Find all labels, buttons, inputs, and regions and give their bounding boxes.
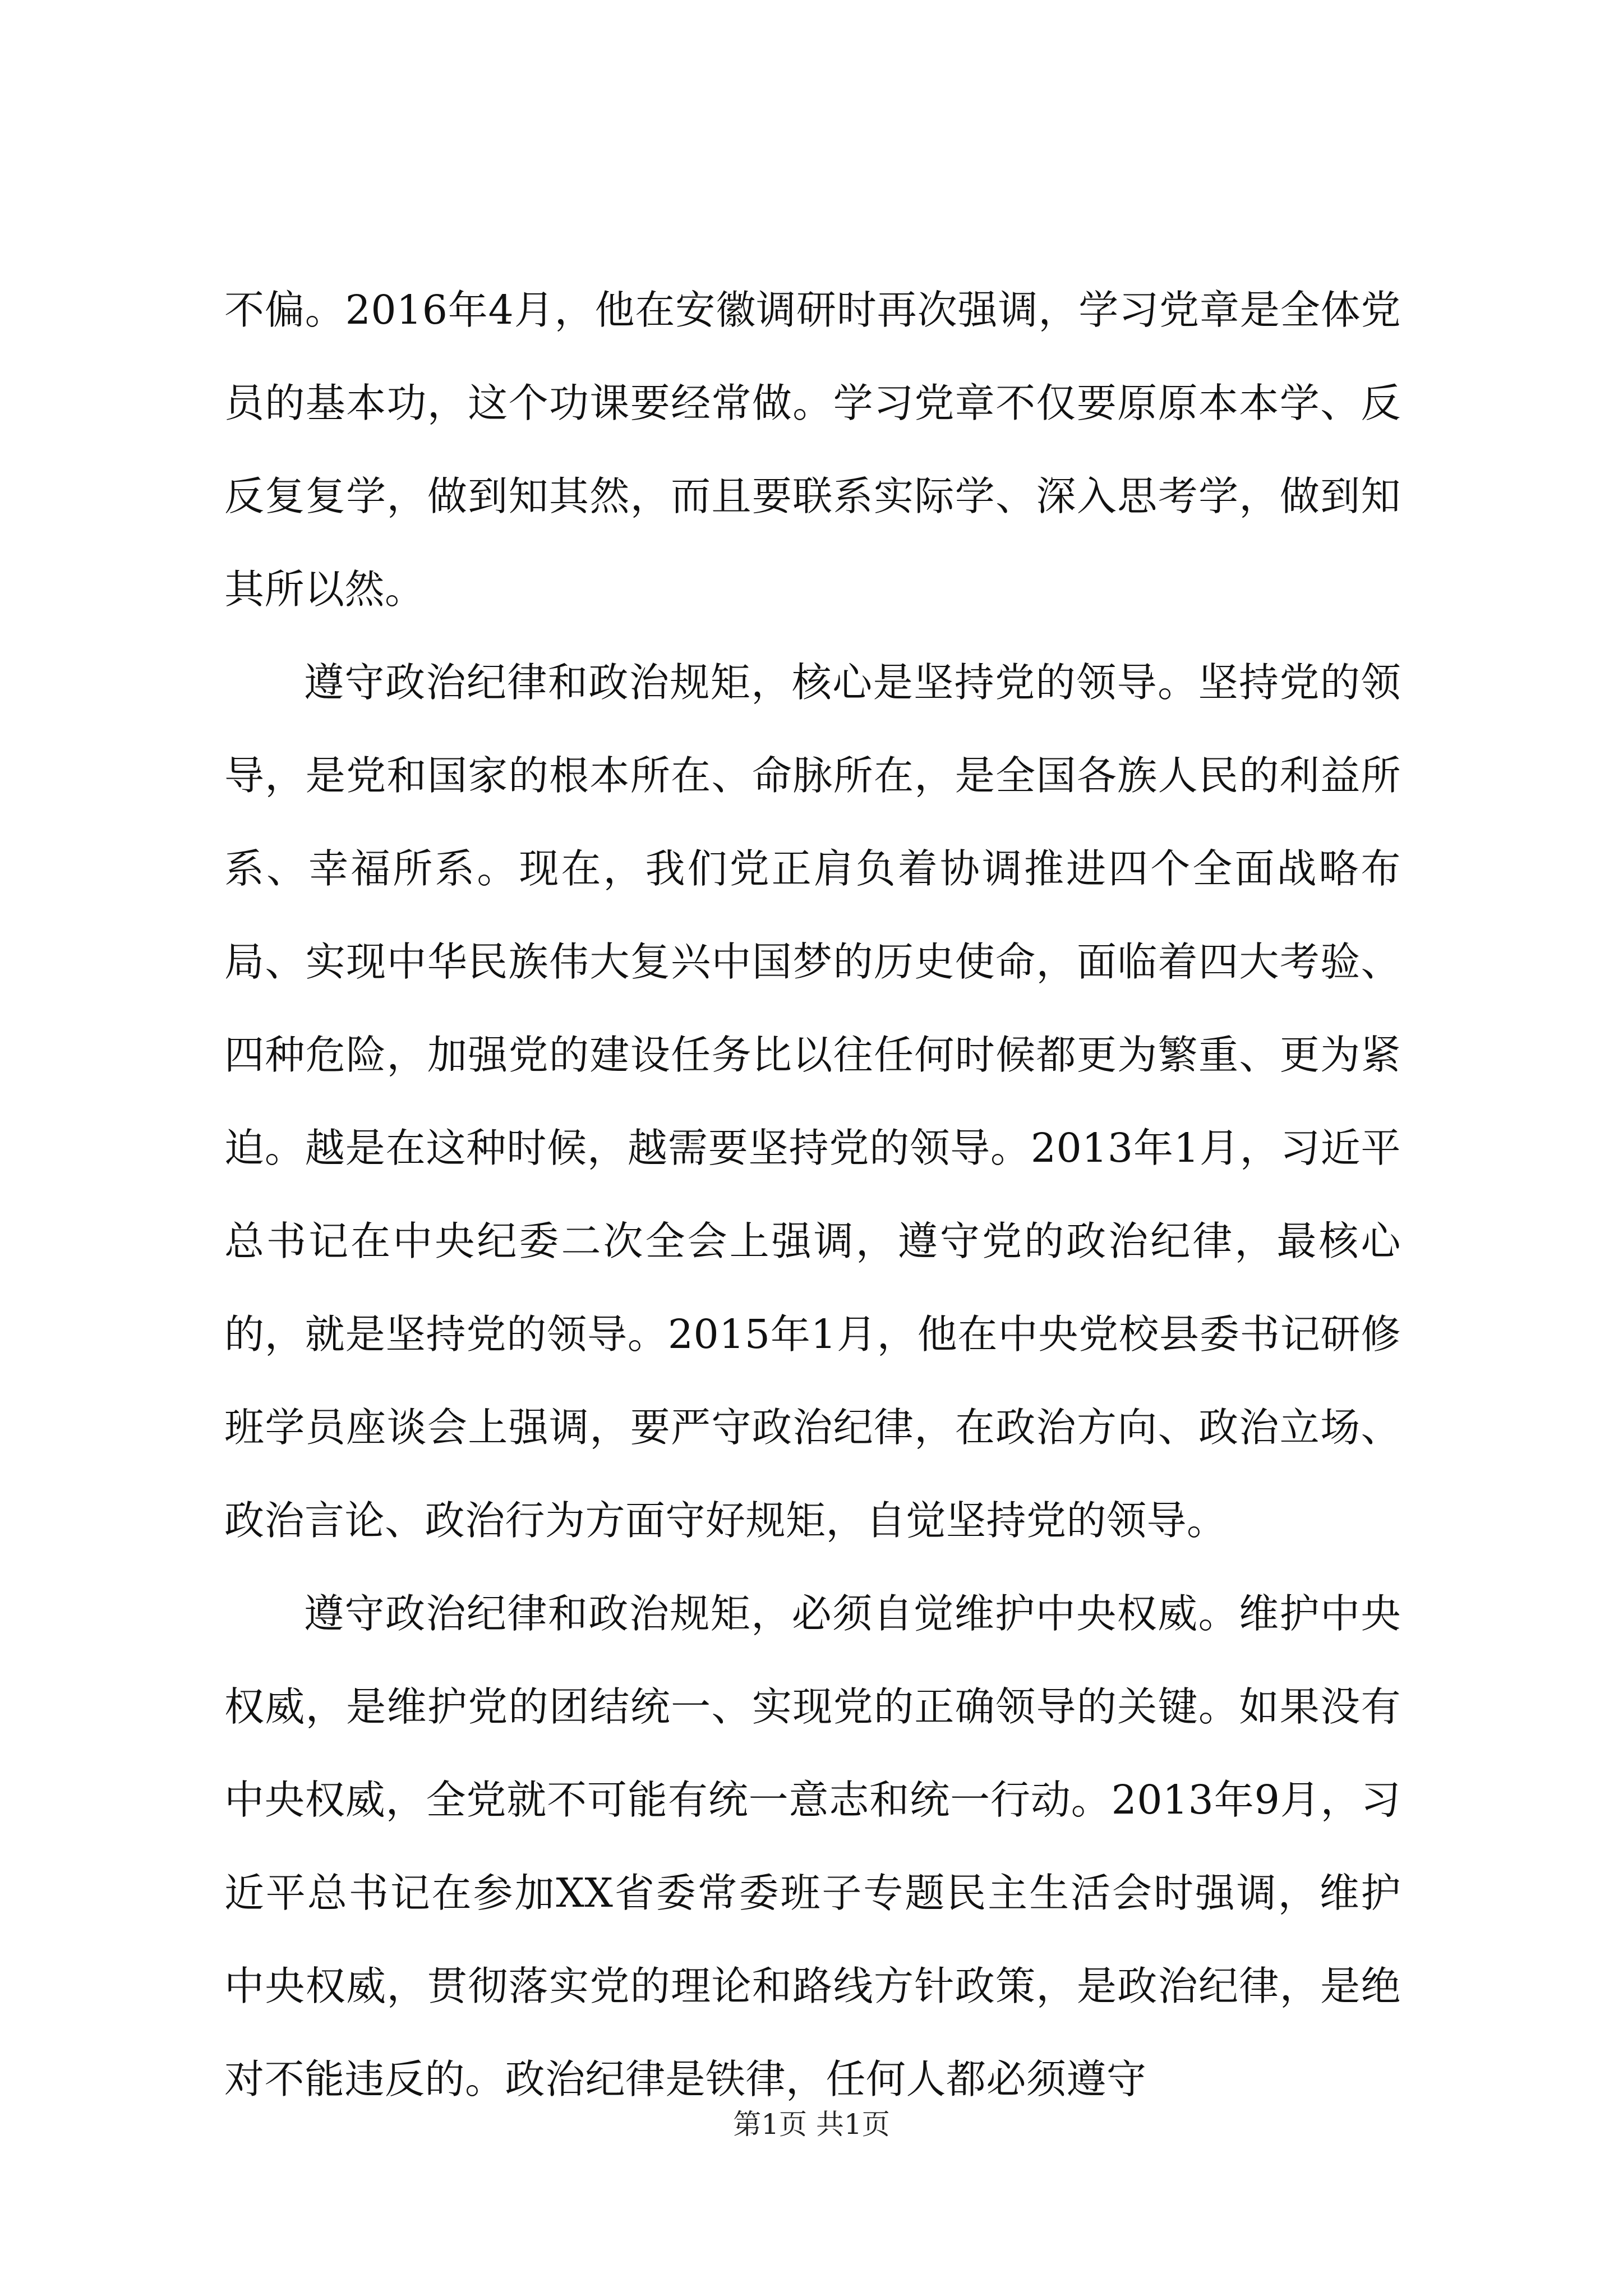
document-body (224, 264, 1401, 2126)
paragraph-continued: 不偏。2016年4月，他在安徽调研时再次强调，学习党章是全体党员的基本功，这个功课要经常做。学习党章不仅要原原本本学、反反复复学，做到知其然，而且要联系实际学、深入思考学，做到知其所以然。 (224, 287, 1401, 613)
page-number-footer: 第1页 共1页 (733, 2108, 890, 2141)
paragraph-party-leadership: 遵守政治纪律和政治规矩，核心是坚持党的领导。坚持党的领导，是党和国家的根本所在、命脉所在，是全国各族人民的利益所系、幸福所系。现在，我们党正肩负着协调推进四个全面战略布局、实现中华民族伟大复兴中国梦的历史使命，面临着四大考验、四种危险，加强党的建设任务比以往任何时候都更为繁重、更为紧迫。越是在这种时候，越需要坚持党的领导。2013年1月，习近平总书记在中央纪委二次全会上强调，遵守党的政治纪律，最核心的，就是坚持党的领导。2015年1月，他在中央党校县委书记研修班学员座谈会上强调，要严守政治纪律，在政治方向、政治立场、政治言论、政治行为方面守好规矩，自觉坚持党的领导。 (224, 659, 1401, 1544)
paragraph-central-authority: 遵守政治纪律和政治规矩，必须自觉维护中央权威。维护中央权威，是维护党的团结统一、实现党的正确领导的关键。如果没有中央权威，全党就不可能有统一意志和统一行动。2013年9月，习近平总书记在参加XX省委常委班子专题民主生活会时强调，维护中央权威，贯彻落实党的理论和路线方针政策，是政治纪律，是绝对不能违反的。政治纪律是铁律，任何人都必须遵守 (224, 1590, 1401, 2102)
